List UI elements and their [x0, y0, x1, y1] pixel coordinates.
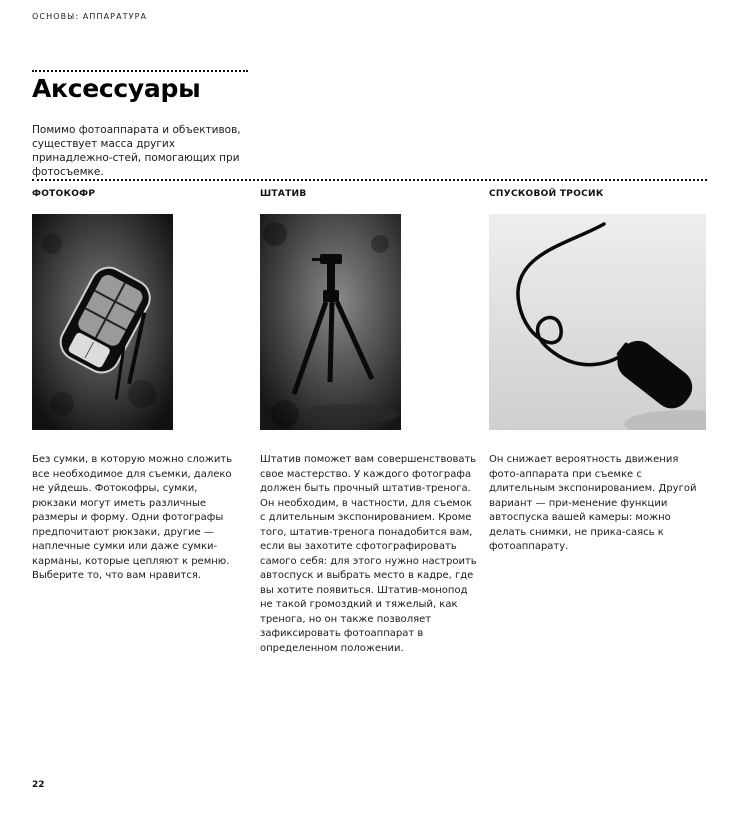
column-heading: ФОТОКОФР — [32, 189, 96, 199]
column-text: Без сумки, в которую можно сложить все необходимое для съемки, далеко не уйдешь. Фотокофры, сумки, рюкзаки могут иметь различные размеры и форму. Одни фотографы предпочитают рюкзаки, другие — наплечные сумки или даже сумки-карманы, которые цепляют к ремню. Выберите то, что вам нравится. — [32, 454, 233, 581]
tripod-photo — [260, 214, 401, 430]
column-heading: ШТАТИВ — [260, 189, 307, 199]
column-text: Штатив поможет вам совершенствовать свое мастерство. У каждого фотографа должен быть прочный штатив-тренога. Он необходим, в частности, для съемок с длительным экспонированием. Кроме того, штатив-тренога понадобится вам, если вы захотите сфотографировать самого себя: для этого нужно настроить автоспуск и выбрать место в кадре, где вы хотите появиться. Штатив-монопод не такой громоздкий и тяжелый, как тренога, но он также позволяет зафиксировать фотоаппарат в определенном положении. — [260, 454, 477, 654]
section-divider — [32, 179, 707, 181]
page-title: Аксессуары — [32, 74, 201, 103]
column-camera-bag — [32, 183, 242, 581]
intro-paragraph: Помимо фотоаппарата и объективов, существует масса других принадлежно-стей, помогающих при фотосъемке. — [32, 124, 241, 178]
cable-release-photo — [489, 214, 706, 430]
column-tripod — [260, 183, 478, 654]
running-head: ОСНОВЫ: АППАРАТУРА — [32, 12, 148, 21]
column-text: Он снижает вероятность движения фото-аппарата при съемке с длительным экспонированием. Другой вариант — при-менение функции автоспуска вашей камеры: можно делать снимки, не прика-саясь к фотоаппарату. — [489, 454, 697, 552]
camera-bag-photo — [32, 214, 173, 430]
column-heading: СПУСКОВОЙ ТРОСИК — [489, 189, 604, 199]
title-divider — [32, 70, 248, 72]
column-cable-release — [489, 183, 707, 552]
page-number: 22 — [32, 780, 45, 790]
